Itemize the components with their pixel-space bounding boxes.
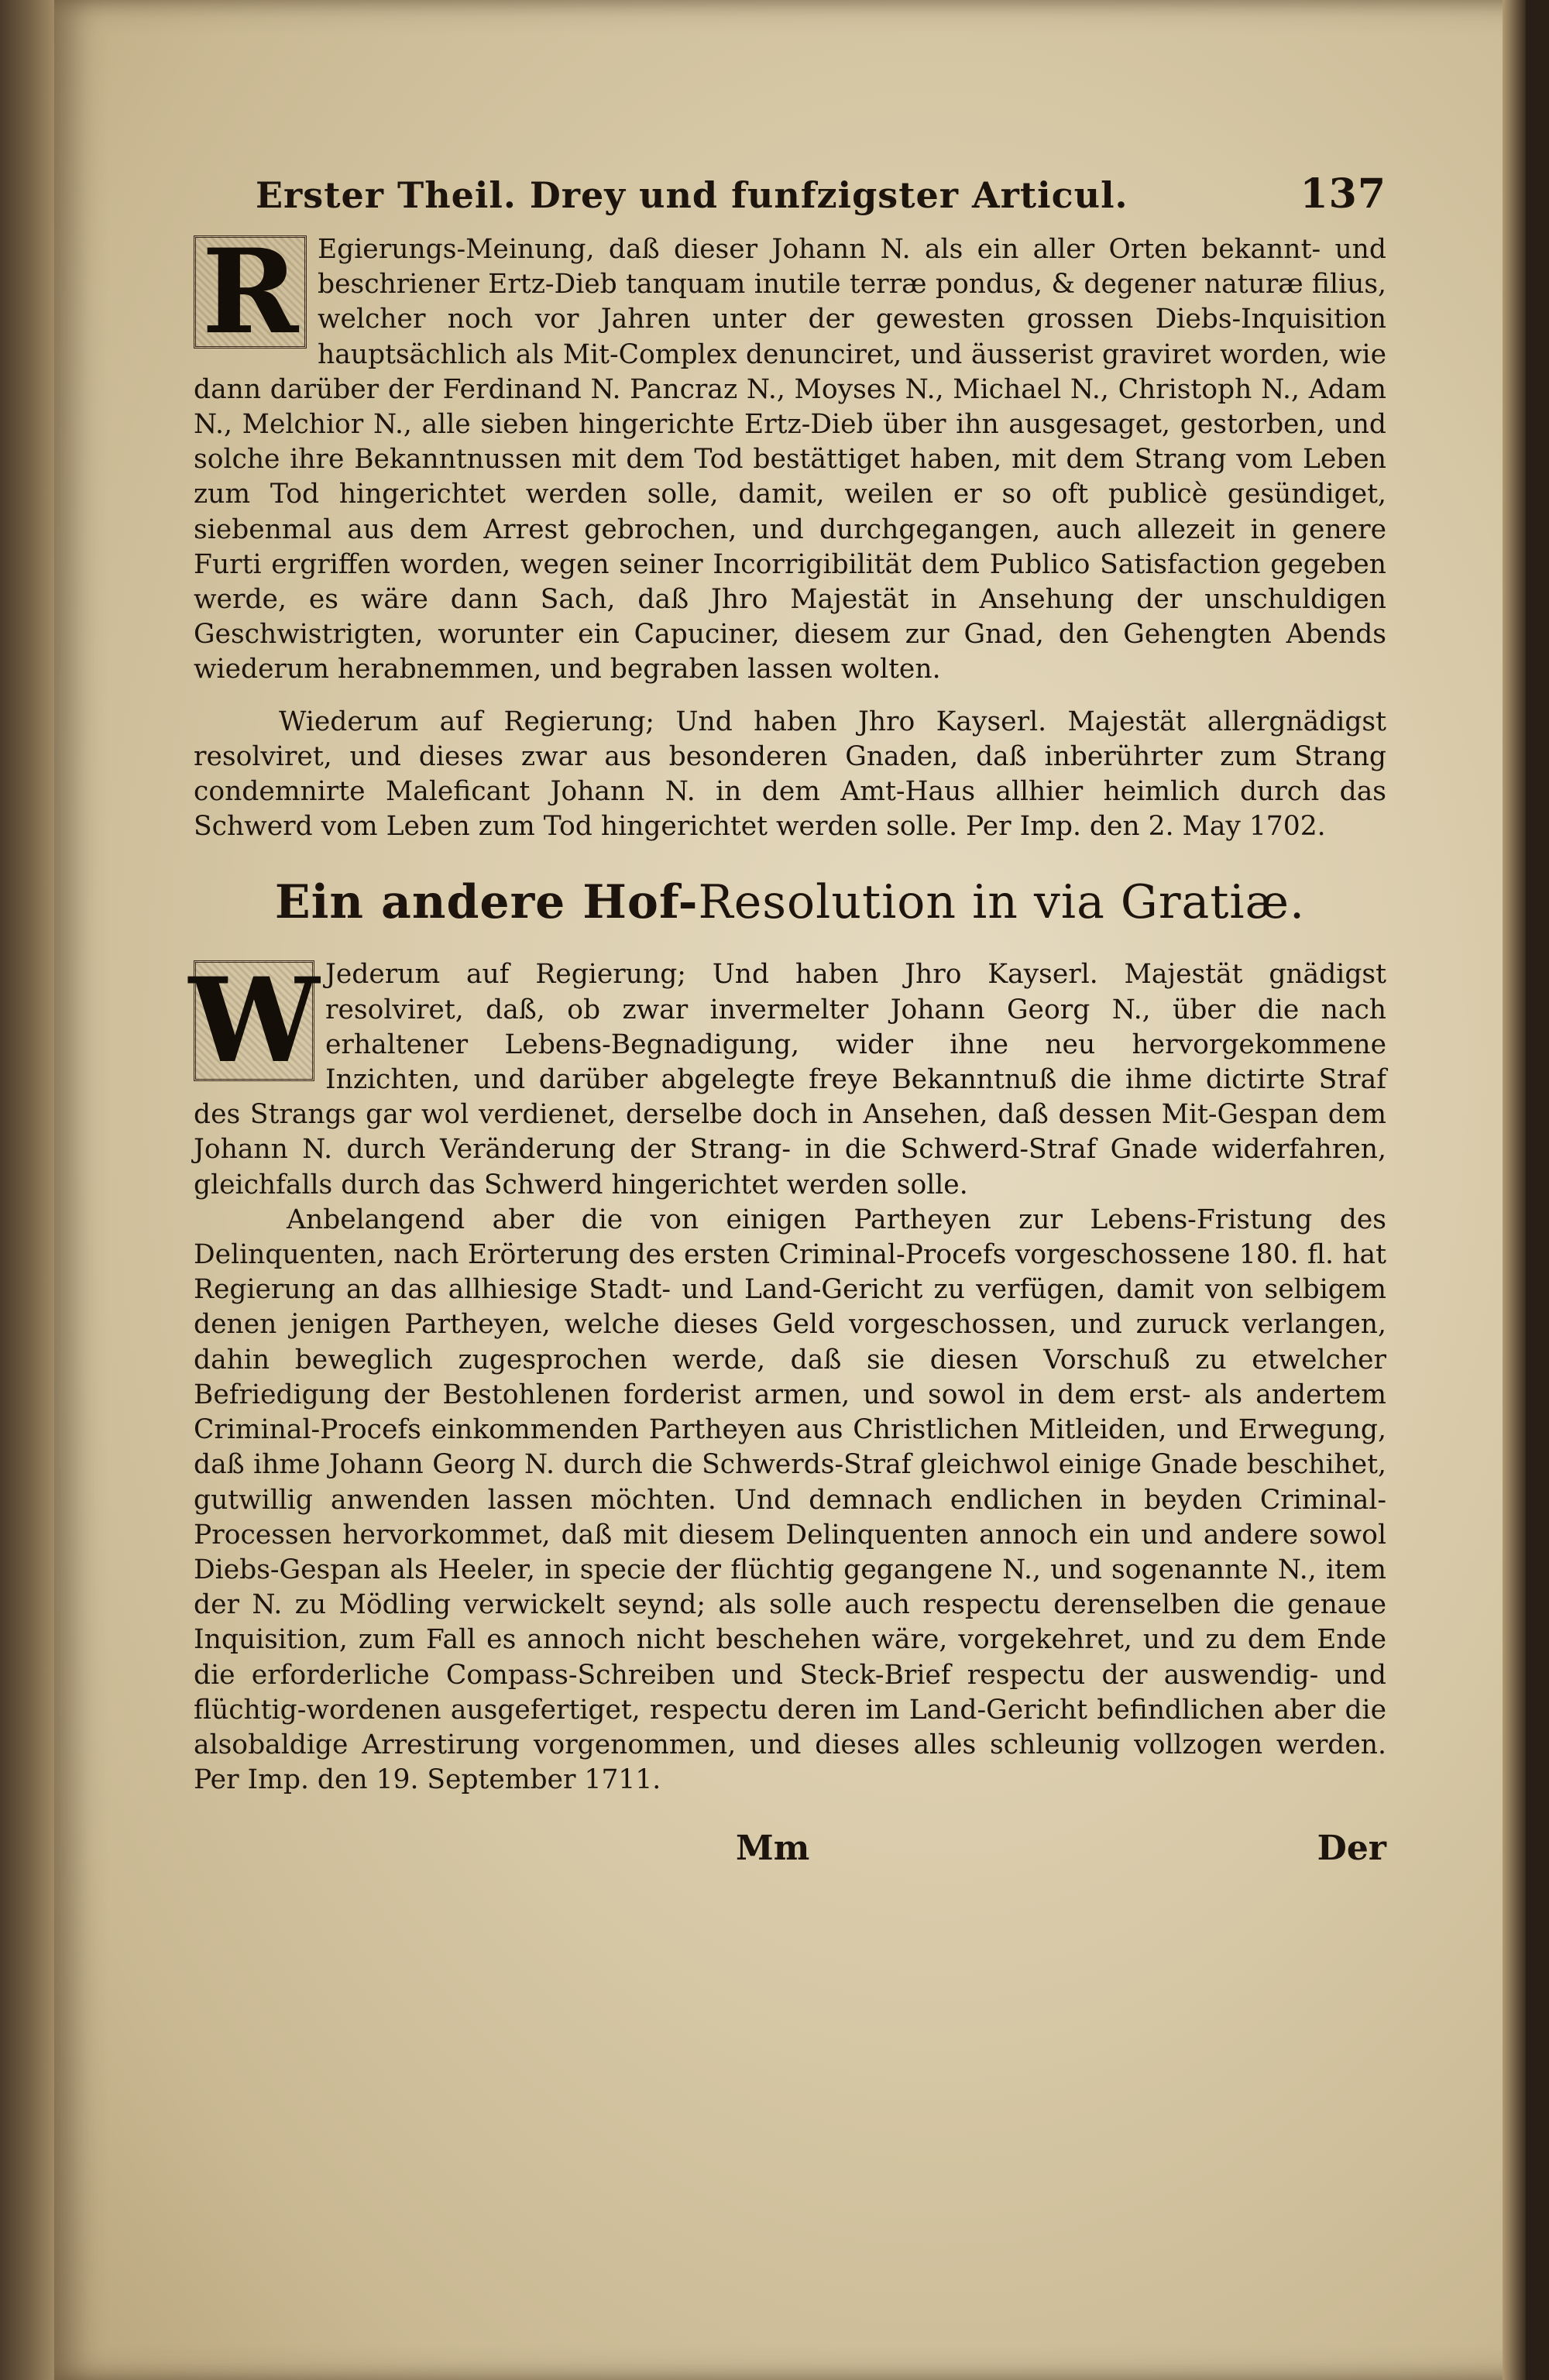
- paragraph-2-text: Wiederum auf Regierung; Und haben Jhro Kayserl. Majestät allergnädigst resolviret, und dieses zwar aus besonderen Gnaden, daß inberührter zum Strang condemnirte Maleficant Johann N. in dem Amt-Haus allhier heimlich durch das Schwerd vom Leben zum Tod hingerichtet werden solle. Per Imp. den 2. May 1702.: [194, 706, 1386, 843]
- book-gutter: [0, 0, 54, 2380]
- paragraph-3: [188, 953, 1386, 1202]
- section-heading-gothic: Ein andere Hof-: [274, 875, 699, 930]
- paragraph-1: [194, 224, 1386, 688]
- section-heading-roman: Resolution in via Gratiæ.: [698, 875, 1306, 930]
- paragraph-1-text: Egierungs-Meinung, daß dieser Johann N. als ein aller Orten bekannt- und beschriener Ertz-Dieb tanquam inutile terræ pondus, & degener naturæ filius, welcher noch vor Jahren unter der gewesten grossen Diebs-Inquisition hauptsächlich als Mit-Complex denunciret, und äusserist graviret worden, wie dann darüber der Ferdinand N. Pancraz N., Moyses N., Michael N., Christoph N., Adam N., Melchior N., alle sieben hingerichte Ertz-Dieb über ihn ausgesaget, gestorben, und solche ihre Bekanntnussen mit dem Tod bestättiget haben, mit dem Strang vom Leben zum Tod hingerichtet werden solle, damit, weilen er so oft publicè gesündiget, siebenmal aus dem Arrest gebrochen, und durchgegangen, auch allezeit in genere Furti ergriffen worden, wegen seiner Incorrigibilität dem Publico Satisfaction gegeben werde, es wäre dann Sach, daß Jhro Majestät in Ansehung der unschuldigen Geschwistrigten, worunter ein Capuciner, diesem zur Gnad, den Gehengten Abends wiederum herabnemmen, und begraben lassen wolten.: [194, 234, 1386, 685]
- signature-mark: Mm: [736, 1829, 810, 1869]
- book-page: [54, 0, 1526, 2380]
- page-number: 137: [1300, 170, 1386, 218]
- drop-cap-w: W: [188, 953, 320, 1090]
- page-content: [188, 170, 1386, 1869]
- page-footer: [194, 1829, 1386, 1868]
- catchword: Der: [1317, 1829, 1386, 1869]
- drop-cap-r: R: [194, 235, 307, 349]
- running-title: Erster Theil. Drey und funfzigster Articul.: [256, 174, 1128, 216]
- section-heading: [194, 875, 1386, 929]
- paragraph-3-text: Jederum auf Regierung; Und haben Jhro Kayserl. Majestät gnädigst resolviret, daß, ob zwar invermelter Johann Georg N., über die nach erhaltener Lebens-Begnadigung, wider ihne neu hervorgekommene Inzichten, und darüber abgelegte freye Bekanntnuß die ihme dictirte Straf des Strangs gar wol verdienet, derselbe doch in Ansehen, daß dessen Mit-Gespan dem Johann N. durch Veränderung der Strang- in die Schwerd-Straf Gnade widerfahren, gleichfalls durch das Schwerd hingerichtet werden solle.: [194, 959, 1386, 1200]
- running-header: [194, 170, 1386, 232]
- paragraph-4-text: Anbelangend aber die von einigen Partheyen zur Lebens-Fristung des Delinquenten, nach Erörterung des ersten Criminal-Procefs vorgeschossene 180. fl. hat Regierung an das allhiesige Stadt- und Land-Gericht zu verfügen, damit von selbigem denen jenigen Partheyen, welche dieses Geld vorgeschossen, und zuruck verlangen, dahin beweglich zugesprochen werde, daß sie diesen Vorschuß zu etwelcher Befriedigung der Bestohlenen forderist armen, und sowol in dem erst- als andertem Criminal-Procefs einkommenden Partheyen aus Christlichen Mitleiden, und Erwegung, daß ihme Johann Georg N. durch die Schwerds-Straf gleichwol einige Gnade beschihet, gutwillig anwenden lassen möchten. Und demnach endlichen in beyden Criminal-Processen hervorkommet, daß mit diesem Delinquenten annoch ein und andere sowol Diebs-Gespan als Heeler, in specie der flüchtig gegangene N., und sogenannte N., item der N. zu Mödling verwickelt seynd; als solle auch respectu derenselben die genaue Inquisition, zum Fall es annoch nicht beschehen wäre, vorgekehret, und zu dem Ende die erforderliche Compass-Schreiben und Steck-Brief respectu der auswendig- und flüchtig-wordenen ausgefertiget, respectu deren im Land-Gericht befindlichen aber die alsobaldige Arrestirung vorgenommen, und dieses alles schleunig vollzogen werden. Per Imp. den 19. September 1711.: [194, 1204, 1386, 1796]
- page-edge: [1503, 0, 1526, 2380]
